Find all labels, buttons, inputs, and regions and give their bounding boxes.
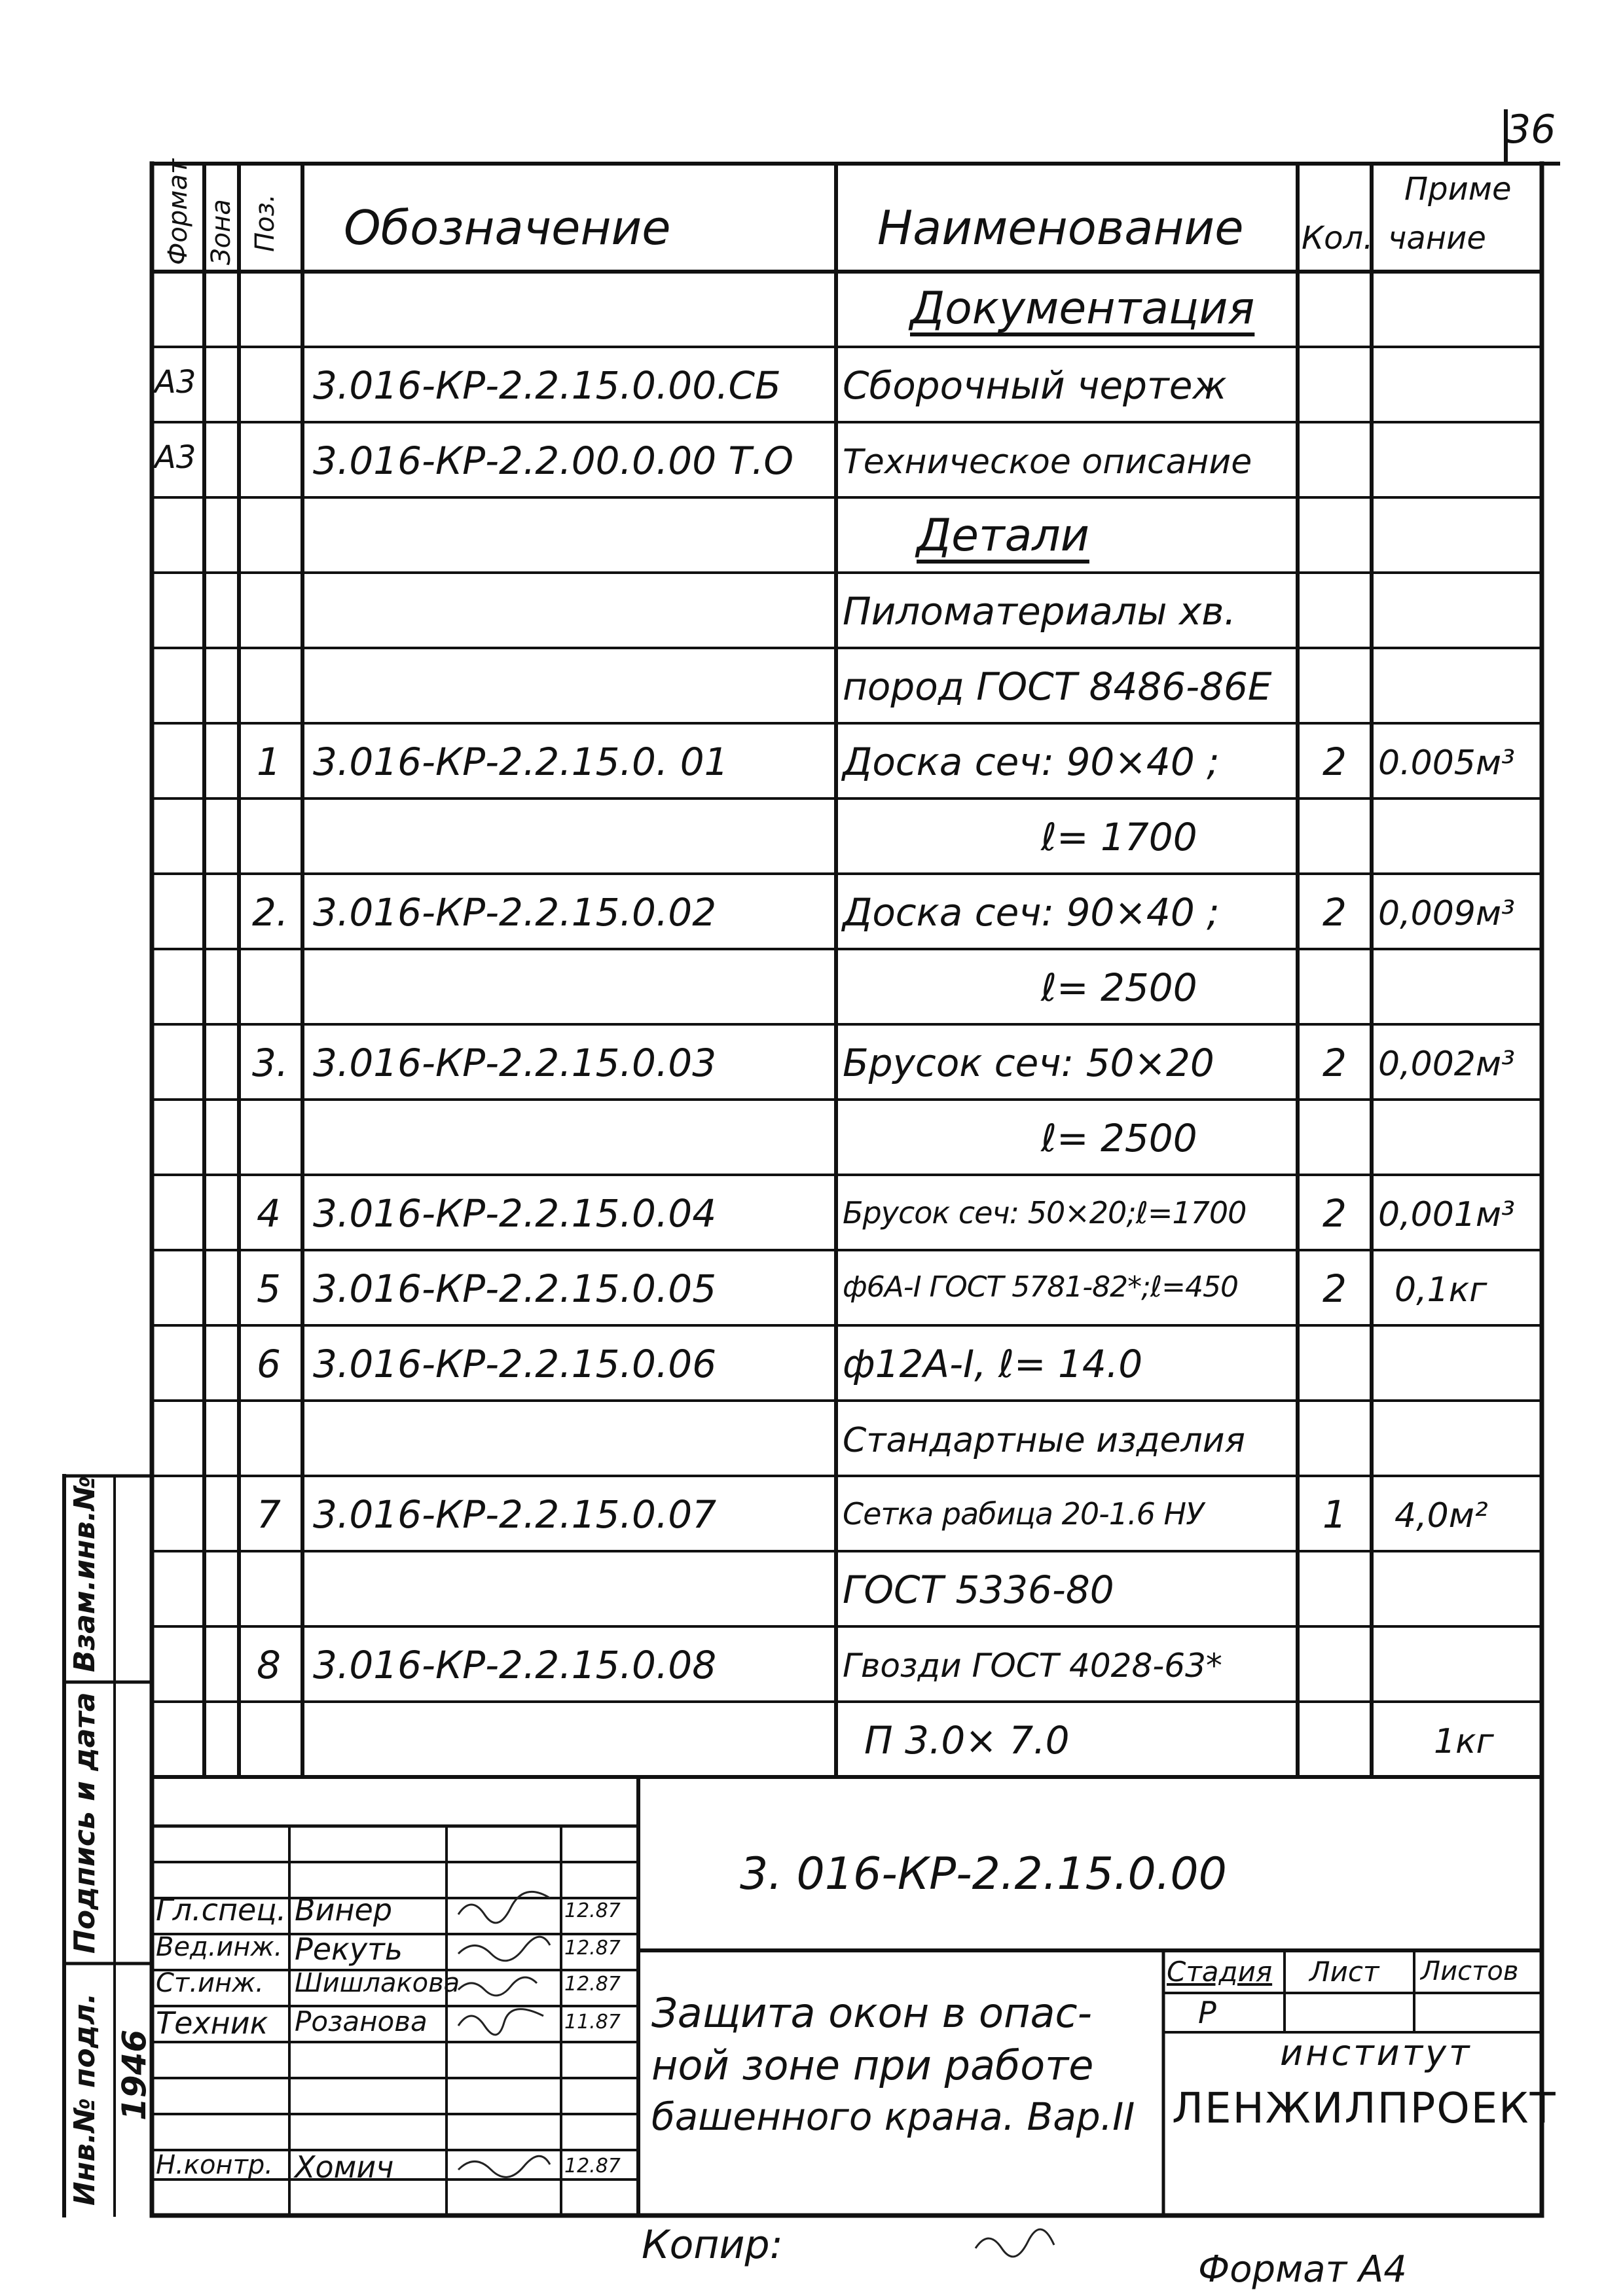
row-1-name: Сборочный чертеж [843,363,1227,408]
row-12-pos: 4 [257,1191,281,1236]
side-inv-podl-label: Инв.№ подл. [68,1992,101,2206]
row-8-qty: 2 [1322,890,1347,935]
stage-value: Р [1198,1995,1216,2030]
row-14-pos: 6 [257,1342,281,1386]
header-qty: Кол. [1302,220,1374,257]
org-line-1: институт [1280,2032,1472,2073]
side-podpis-label: Подпись и дата [68,1692,101,1954]
signer-name-1: Винер [295,1892,393,1928]
row-16-name: Сетка рабица 20-1.6 НУ [843,1496,1204,1532]
row-2-designation: 3.016-КР-2.2.00.0.00 Т.О [313,439,794,483]
row-15-name: Стандартные изделия [843,1421,1245,1460]
row-4-name: Пиломатериалы хв. [843,589,1236,634]
sheets-label: Листов [1421,1956,1519,1986]
header-name: Наименование [877,200,1244,255]
signer-name-4: Розанова [295,2005,428,2037]
side-vzam-label: Взам.инв.№ [68,1475,101,1672]
sheet-label: Лист [1309,1956,1379,1988]
org-line-2: ЛЕНЖИЛПРОЕКТ [1172,2085,1557,2133]
signer-role-5: Н.контр. [156,2150,273,2180]
header-pos: Поз. [250,194,280,252]
row-14-designation: 3.016-КР-2.2.15.0.06 [313,1342,717,1386]
row-6-designation: 3.016-КР-2.2.15.0. 01 [313,740,729,784]
row-10-designation: 3.016-КР-2.2.15.0.03 [313,1041,717,1085]
row-9-name: ℓ= 2500 [1041,965,1197,1010]
row-13-qty: 2 [1322,1266,1347,1311]
row-2-name: Техническое описание [843,442,1252,482]
header-designation: Обозначение [344,200,671,255]
row-18-designation: 3.016-КР-2.2.15.0.08 [313,1643,717,1687]
row-18-pos: 8 [257,1643,281,1687]
row-8-note: 0,009м³ [1378,894,1515,933]
row-1-format: А3 [155,364,196,401]
row-13-pos: 5 [257,1266,281,1311]
row-8-designation: 3.016-КР-2.2.15.0.02 [313,890,717,935]
section-documentation: Документация [910,283,1255,334]
signer-name-3: Шишлакова [295,1968,460,1998]
row-1-designation: 3.016-КР-2.2.15.0.00.СБ [313,363,781,408]
row-14-name: ф12А-I, ℓ= 14.0 [843,1342,1143,1386]
title-line-1: Защита окон в опас- [651,1989,1092,2037]
doc-code: 3. 016-КР-2.2.15.0.00 [740,1848,1227,1900]
row-12-qty: 2 [1322,1191,1347,1236]
row-2-format: А3 [155,439,196,476]
signer-role-2: Вед.инж. [156,1932,283,1962]
row-16-qty: 1 [1322,1492,1347,1537]
header-note-line1: Приме [1404,171,1512,207]
row-12-note: 0,001м³ [1378,1195,1515,1234]
row-5-name: пород ГОСТ 8486-86Е [843,664,1272,709]
signer-role-4: Техник [156,2005,268,2041]
row-10-qty: 2 [1322,1041,1347,1085]
row-10-name: Брусок сеч: 50×20 [843,1041,1214,1085]
row-10-pos: 3. [252,1041,289,1085]
signer-date-3: 12.87 [564,1973,621,1996]
row-19-note: 1кг [1434,1722,1494,1761]
row-16-note: 4,0м² [1395,1496,1488,1535]
row-17-name: ГОСТ 5336-80 [843,1568,1114,1612]
row-13-note: 0,1кг [1395,1270,1487,1310]
title-line-3: башенного крана. Вар.II [651,2094,1135,2139]
row-13-name: ф6А-I ГОСТ 5781-82*;ℓ=450 [843,1270,1238,1304]
format-label: Формат А4 [1198,2248,1407,2291]
title-line-2: ной зоне при работе [651,2041,1094,2089]
row-11-name: ℓ= 2500 [1041,1116,1197,1160]
row-8-pos: 2. [252,890,289,935]
row-12-designation: 3.016-КР-2.2.15.0.04 [313,1191,717,1236]
row-6-note: 0.005м³ [1378,744,1515,783]
signer-role-1: Гл.спец. [156,1892,287,1928]
header-zone: Зона [206,199,236,265]
signer-date-1: 12.87 [564,1899,621,1922]
signer-role-3: Ст.инж. [156,1968,264,1998]
signer-name-2: Рекуть [295,1931,403,1967]
row-12-name: Брусок сеч: 50×20;ℓ=1700 [843,1195,1247,1230]
header-note-line2: чание [1388,220,1486,257]
row-10-note: 0,002м³ [1378,1045,1515,1084]
stage-label: Стадия [1167,1956,1273,1988]
row-13-designation: 3.016-КР-2.2.15.0.05 [313,1266,717,1311]
signer-date-4: 11.87 [564,2011,621,2034]
section-details: Детали [917,510,1089,562]
side-inv-number: 1946 [115,2029,153,2121]
signer-date-5: 12.87 [564,2155,621,2178]
row-8-name: Доска сеч: 90×40 ; [843,890,1220,935]
row-6-name: Доска сеч: 90×40 ; [843,740,1220,784]
sheet-number: 36 [1506,107,1556,152]
row-6-pos: 1 [257,740,281,784]
header-format: Формат [163,158,193,265]
copied-label: Копир: [642,2222,783,2268]
row-7-name: ℓ= 1700 [1041,815,1197,859]
row-16-designation: 3.016-КР-2.2.15.0.07 [313,1492,717,1537]
signer-name-5: Хомич [295,2149,394,2185]
row-16-pos: 7 [257,1492,281,1537]
row-19-name: П 3.0× 7.0 [864,1718,1070,1763]
row-6-qty: 2 [1322,740,1347,784]
row-18-name: Гвозди ГОСТ 4028-63* [843,1647,1222,1685]
signer-date-2: 12.87 [564,1937,621,1960]
